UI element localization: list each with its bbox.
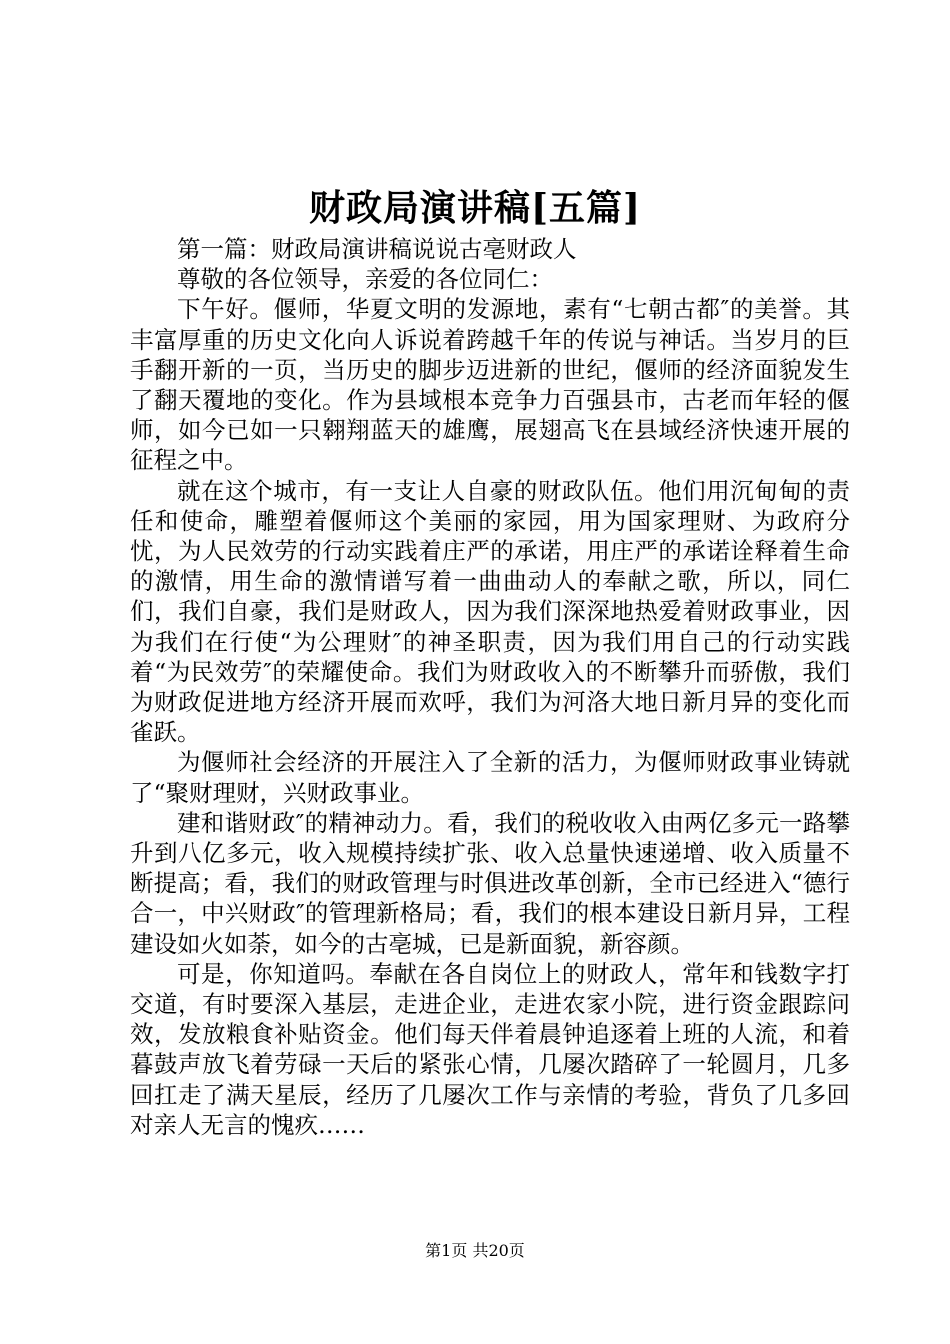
paragraph: 为偃师社会经济的开展注入了全新的活力，为偃师财政事业铸就了“聚财理财，兴财政事业。 bbox=[130, 748, 850, 807]
paragraph: 就在这个城市，有一支让人自豪的财政队伍。他们用沉甸甸的责任和使命，雕塑着偃师这个美丽的家园，用为国家理财、为政府分忧，为人民效劳的行动实践着庄严的承诺，用庄严的承诺诠释着生命的激情，用生命的激情谱写着一曲曲动人的奉献之歌，所以，同仁们，我们自豪，我们是财政人，因为我们深深地热爱着财政事业，因为我们在行使“为公理财″的神圣职责，因为我们用自己的行动实践着“为民效劳″的荣耀使命。我们为财政收入的不断攀升而骄傲，我们为财政促进地方经济开展而欢呼，我们为河洛大地日新月异的变化而雀跃。 bbox=[130, 476, 850, 747]
document-title: 财政局演讲稿[五篇] bbox=[308, 187, 642, 229]
document-body bbox=[130, 234, 850, 1140]
paragraph: 建和谐财政″的精神动力。看，我们的税收收入由两亿多元一路攀升到八亿多元，收入规模持续扩张、收入总量快速递增、收入质量不断提高；看，我们的财政管理与时俱进改革创新，全市已经进入“德行合一，中兴财政″的管理新格局；看，我们的根本建设日新月异，工程建设如火如荼，如今的古亳城，已是新面貌，新容颜。 bbox=[130, 808, 850, 958]
paragraph: 可是，你知道吗。奉献在各自岗位上的财政人，常年和钱数字打交道，有时要深入基层，走进企业，走进农家小院，进行资金跟踪问效，发放粮食补贴资金。他们每天伴着晨钟追逐着上班的人流，和着暮鼓声放飞着劳碌一天后的紧张心情，几屡次踏碎了一轮圆月，几多回扛走了满天星辰，经历了几屡次工作与亲情的考验，背负了几多回对亲人无言的愧疚…… bbox=[130, 959, 850, 1139]
paragraph-salutation: 尊敬的各位领导，亲爱的各位同仁： bbox=[177, 265, 553, 294]
paragraph: 下午好。偃师，华夏文明的发源地，素有“七朝古都″的美誉。其丰富厚重的历史文化向人诉说着跨越千年的传说与神话。当岁月的巨手翻开新的一页，当历史的脚步迈进新的世纪，偃师的经济面貌发生了翻天覆地的变化。作为县域根本竞争力百强县市，古老而年轻的偃师，如今已如一只翱翔蓝天的雄鹰，展翅高飞在县域经济快速开展的征程之中。 bbox=[130, 295, 850, 475]
page-number-footer: 第1页 共20页 bbox=[425, 1241, 525, 1260]
paragraph-section-heading: 第一篇：财政局演讲稿说说古亳财政人 bbox=[177, 235, 577, 263]
